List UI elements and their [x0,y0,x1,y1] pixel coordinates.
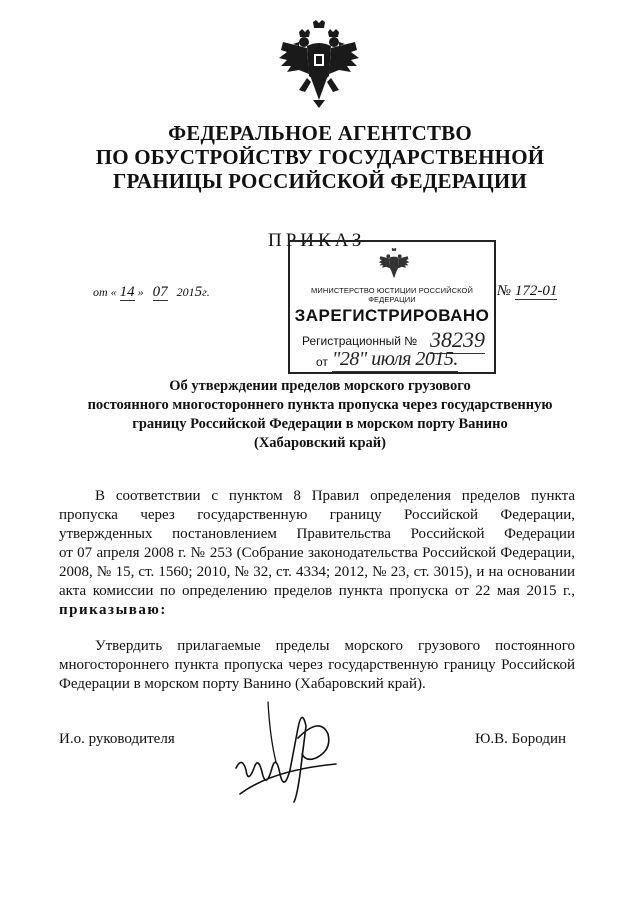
order-year-prefix: 201 [176,285,195,299]
body-line: 2008, № 15, ст. 1560; 2010, № 32, ст. 4334; 2012, № 23, ст. 3015), и на основании [59,564,575,580]
subject-line-4: (Хабаровский край) [254,435,386,451]
body-line: акта комиссии по определению пределов пункта пропуска от 22 мая 2015 г., [59,583,575,599]
document-type: ПРИКАЗ [268,230,366,251]
order-year-suffix: г. [202,285,210,299]
order-month: 07 [152,284,168,300]
body-line: Утвердить прилагаемые пределы морского грузового постоянного [95,638,575,654]
agency-name-line-3: ГРАНИЦЫ РОССИЙСКОЙ ФЕДЕРАЦИИ [112,169,528,193]
subject-line-2: постоянного многостороннего пункта пропуска через государственную [87,397,553,413]
registration-stamp [288,240,496,374]
order-date-mid: » [137,285,144,299]
body-line: пропуска через государственную границу Российской Федерации, [59,507,575,523]
directive-word: приказываю: [59,602,167,618]
body-line: Федерации в морском порту Ванино (Хабаровский край). [59,676,426,692]
body-paragraph-2 [59,637,575,694]
signer-name: Ю.В. Бородин [475,731,567,747]
subject-line-3: границу Российской Федерации в морском порту Ванино [132,416,508,432]
stamp-reg-label: Регистрационный № [302,334,418,348]
order-day: 14 [119,284,135,300]
order-number [497,283,557,300]
body-line: утвержденных постановлением Правительства Российской Федерации [59,526,575,542]
order-date [93,284,210,301]
body-line: от 07 апреля 2008 г. № 253 (Собрание законодательства Российской Федерации, [59,545,575,561]
order-number-sign: № [497,283,512,299]
subject-line-1: Об утверждении пределов морского грузового [169,378,471,394]
body-line: многостороннего пункта пропуска через государственную границу Российской [59,657,575,673]
body-paragraph-1 [59,487,575,620]
stamp-eagle-icon [378,246,410,284]
double-headed-eagle-emblem [277,20,361,110]
stamp-date-label: от [316,355,328,369]
order-date-prefix: от « [93,285,117,299]
stamp-registered: ЗАРЕГИСТРИРОВАНО [294,306,490,325]
handwritten-signature [232,698,342,806]
stamp-reg-number: 38239 [430,327,485,352]
stamp-date-value: "28" июля 2015. [332,348,458,370]
agency-name-line-1: ФЕДЕРАЛЬНОЕ АГЕНТСТВО [168,121,472,145]
order-year-hand: 5 [194,284,203,300]
order-number-value: 172-01 [514,283,558,299]
stamp-ministry: МИНИСТЕРСТВО ЮСТИЦИИ РОССИЙСКОЙ ФЕДЕРАЦИИ [311,286,473,304]
agency-name-line-2: ПО ОБУСТРОЙСТВУ ГОСУДАРСТВЕННОЙ [95,145,545,169]
signer-title: И.о. руководителя [59,731,175,747]
body-line: В соответствии с пунктом 8 Правил определения пределов пункта [95,488,575,504]
